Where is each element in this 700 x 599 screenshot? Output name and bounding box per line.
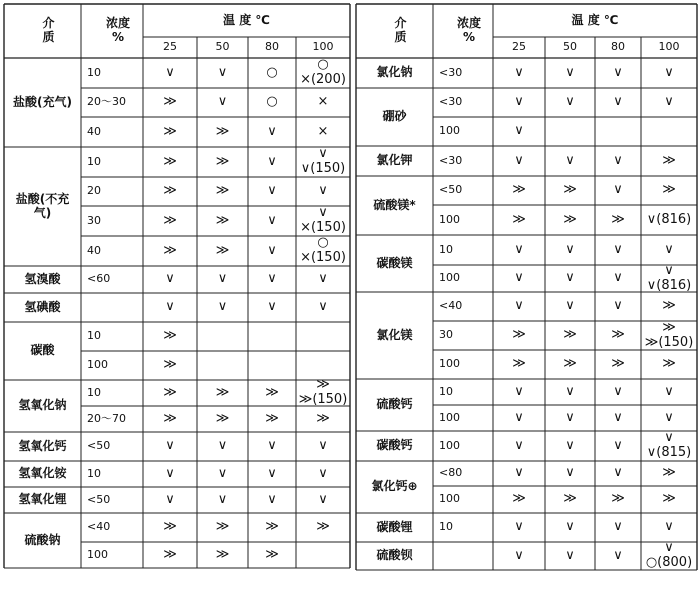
rating-cell: ≫ [163, 94, 177, 110]
medium-cell: 氯化镁 [376, 327, 413, 342]
rating-cell: ≫ [512, 211, 526, 227]
medium-cell: 氢氧化钙 [18, 438, 67, 453]
medium-cell: 氢碘酸 [24, 299, 61, 314]
rating-cell: ≫ ≫(150) [298, 377, 348, 407]
rating-cell: ≫ [265, 410, 279, 426]
rating-cell: ∨ [664, 409, 674, 425]
rating-cell: ∨ [664, 64, 674, 80]
concentration-cell: 100 [439, 357, 460, 371]
concentration-cell: 10 [87, 329, 101, 343]
rating-cell: ≫ [563, 211, 577, 227]
rating-cell: ∨ [613, 182, 623, 198]
concentration-cell: 30 [439, 328, 453, 342]
medium-cell: 碳酸镁 [376, 255, 413, 270]
medium-cell: 氯化钾 [376, 153, 413, 168]
temp-80: 80 [265, 40, 279, 54]
medium-cell: 氯化钠 [376, 65, 413, 80]
rating-cell [296, 351, 350, 380]
rating-cell: ≫ [163, 328, 177, 344]
rating-cell: ∨ [514, 94, 524, 110]
rating-cell: ≫ [163, 546, 177, 562]
concentration-cell: 10 [87, 466, 101, 480]
rating-cell [248, 351, 296, 380]
medium-cell: 硫酸钡 [376, 548, 413, 563]
rating-cell: ≫ [215, 410, 230, 426]
concentration-cell: 20～70 [87, 411, 126, 425]
rating-cell: ∨ [565, 152, 575, 168]
concentration-cell: 20～30 [87, 95, 126, 109]
rating-cell: ∨ [514, 409, 524, 425]
concentration-cell: <50 [87, 439, 111, 453]
concentration-cell: 10 [87, 65, 101, 79]
concentration-cell: 10 [439, 520, 453, 534]
concentration-cell: <80 [439, 466, 463, 480]
rating-cell: ≫ [316, 519, 330, 535]
rating-cell: ∨ [217, 271, 228, 287]
rating-cell: ≫ [163, 212, 177, 228]
concentration-cell [433, 542, 499, 570]
temp-100: 100 [312, 40, 334, 54]
rating-cell: ≫ [215, 384, 230, 400]
rating-cell: ∨ [514, 298, 524, 314]
concentration-cell: 10 [439, 242, 453, 256]
medium-header: 介 质 [42, 16, 55, 44]
temp-50: 50 [215, 40, 230, 54]
rating-cell: ∨ [514, 270, 524, 286]
medium-cell: 氢溴酸 [24, 271, 61, 286]
temp-25: 25 [512, 40, 526, 54]
rating-cell: ∨ [217, 491, 228, 507]
rating-cell: ∨ [318, 299, 328, 315]
rating-cell: ∨ [267, 491, 277, 507]
concentration-cell: <40 [87, 520, 111, 534]
rating-cell: ∨ [217, 64, 228, 80]
rating-cell: ≫ [163, 183, 177, 199]
rating-cell: ≫ [215, 183, 230, 199]
rating-cell: ≫ [662, 491, 676, 507]
concentration-header: 浓度 % [456, 16, 481, 44]
rating-cell [296, 542, 350, 568]
rating-cell: ∨ [267, 123, 277, 139]
rating-cell: ∨ [267, 242, 277, 258]
rating-cell: ≫ [163, 123, 177, 139]
rating-cell: ∨ [217, 438, 228, 454]
medium-cell: 碳酸 [30, 343, 55, 358]
concentration-cell: <50 [87, 492, 111, 506]
rating-cell: ○ [266, 94, 278, 110]
rating-cell: ≫ [215, 546, 230, 562]
medium-cell: 碳酸锂 [376, 519, 413, 534]
rating-cell: ∨ [565, 64, 575, 80]
rating-cell: ∨ [664, 94, 674, 110]
concentration-cell: 100 [439, 271, 460, 285]
rating-cell: ≫ [662, 465, 676, 481]
temp-25: 25 [163, 40, 177, 54]
rating-cell: ∨ [613, 383, 623, 399]
rating-cell: ∨ [318, 271, 328, 287]
rating-cell: ∨ [565, 465, 575, 481]
rating-cell: ≫ [662, 182, 676, 198]
concentration-header: 浓度 % [105, 16, 130, 44]
rating-cell: ≫ [662, 356, 676, 372]
rating-cell: ≫ [265, 519, 279, 535]
rating-cell [197, 351, 248, 380]
rating-cell: ∨ [613, 409, 623, 425]
rating-cell [641, 117, 697, 146]
rating-cell [248, 322, 296, 351]
rating-cell: ∨ [165, 491, 175, 507]
rating-cell: ∨ [565, 383, 575, 399]
rating-cell: ∨ [514, 465, 524, 481]
rating-cell: ∨ [613, 437, 623, 453]
rating-cell: ∨ [165, 465, 175, 481]
medium-cell: 氢氧化锂 [18, 492, 67, 507]
rating-cell: ≫ [563, 182, 577, 198]
rating-cell: ∨ [565, 409, 575, 425]
rating-cell: ∨ [565, 94, 575, 110]
rating-cell: × [317, 123, 329, 139]
rating-cell: ○ ×(150) [300, 235, 346, 265]
rating-cell: ≫ [563, 327, 577, 343]
rating-cell: ≫ [512, 182, 526, 198]
medium-cell: 氯化钙⊕ [371, 479, 418, 494]
rating-cell: ∨ [514, 152, 524, 168]
medium-cell: 硫酸钠 [24, 532, 61, 547]
concentration-cell: 100 [439, 212, 460, 226]
rating-cell: ≫ [163, 153, 177, 169]
concentration-cell: 100 [439, 438, 460, 452]
rating-cell: ≫ [163, 357, 177, 373]
rating-cell: ≫ [512, 356, 526, 372]
rating-cell [197, 322, 248, 351]
medium-cell: 碳酸钙 [376, 438, 413, 453]
rating-cell: ≫ [563, 491, 577, 507]
concentration-cell: <30 [439, 65, 463, 79]
rating-cell: ∨ [165, 438, 175, 454]
rating-cell: ∨ [165, 271, 175, 287]
rating-cell: ≫ [215, 153, 230, 169]
rating-cell: ∨ [267, 271, 277, 287]
rating-cell: ∨ ∨(150) [300, 146, 346, 176]
rating-cell: ∨ [514, 383, 524, 399]
rating-cell: ∨ [613, 270, 623, 286]
concentration-cell: 30 [87, 213, 101, 227]
concentration-cell: <30 [439, 153, 463, 167]
rating-cell: ≫ [163, 384, 177, 400]
medium-cell: 氢氧化钠 [18, 398, 67, 413]
concentration-cell: 10 [87, 385, 101, 399]
medium-cell: 盐酸(不充气) [15, 191, 70, 220]
rating-cell: ≫ [563, 356, 577, 372]
rating-cell: ∨(816) [646, 211, 692, 227]
medium-cell: 硫酸钙 [376, 397, 413, 412]
rating-cell: ≫ [265, 546, 279, 562]
rating-cell: ∨ [613, 465, 623, 481]
rating-cell: ∨ [664, 383, 674, 399]
rating-cell: ∨ ∨(815) [646, 430, 692, 460]
rating-cell: ∨ [514, 241, 524, 257]
rating-cell: ≫ [662, 152, 676, 168]
concentration-cell: <40 [439, 299, 463, 313]
temperature-header: 温 度 ℃ [223, 12, 270, 27]
rating-cell: ∨ [514, 437, 524, 453]
medium-cell: 氢氧化铵 [18, 466, 67, 481]
rating-cell: ∨ [267, 465, 277, 481]
rating-cell: ∨ [565, 437, 575, 453]
rating-cell: ∨ [565, 241, 575, 257]
rating-cell: ∨ [613, 152, 623, 168]
temperature-header: 温 度 ℃ [571, 12, 619, 27]
concentration-cell: 100 [439, 492, 460, 506]
concentration-cell: 10 [87, 154, 101, 168]
rating-cell: ∨ [267, 183, 277, 199]
rating-cell: ∨ [613, 94, 623, 110]
rating-cell: ≫ [611, 327, 625, 343]
rating-cell: × [317, 94, 329, 110]
rating-cell: ∨ [514, 547, 524, 563]
rating-cell: ∨ [267, 299, 277, 315]
rating-cell: ∨ [165, 299, 175, 315]
medium-cell: 盐酸(充气) [13, 94, 72, 109]
concentration-cell: <50 [439, 183, 463, 197]
medium-cell: 硫酸镁* [373, 197, 416, 212]
rating-cell: ∨ [514, 64, 524, 80]
concentration-cell: <30 [439, 95, 463, 109]
rating-cell: ≫ [611, 356, 625, 372]
medium-header: 介 质 [394, 16, 407, 44]
rating-cell: ∨ [267, 153, 277, 169]
rating-cell: ≫ [512, 491, 526, 507]
rating-cell: ≫ ≫(150) [644, 319, 694, 350]
rating-cell: ∨ [318, 183, 328, 199]
rating-cell: ≫ [215, 242, 230, 258]
rating-cell: ≫ [316, 410, 330, 426]
rating-cell: ∨ [165, 64, 175, 80]
rating-cell: ∨ [267, 438, 277, 454]
rating-cell: ∨ [318, 438, 328, 454]
rating-cell: ≫ [163, 519, 177, 535]
temp-100: 100 [658, 40, 680, 54]
rating-cell: ∨ [514, 123, 524, 139]
rating-cell: ∨ [217, 94, 228, 110]
rating-cell: ∨ ×(150) [300, 205, 346, 235]
rating-cell: ≫ [163, 410, 177, 426]
rating-cell: ○ ×(200) [300, 57, 346, 87]
rating-cell: ≫ [163, 242, 177, 258]
rating-cell: ∨ [318, 465, 328, 481]
rating-cell: ∨ ∨(816) [646, 262, 692, 293]
rating-cell: ∨ [664, 241, 674, 257]
rating-cell [545, 117, 595, 146]
rating-cell: ∨ ○(800) [645, 540, 693, 570]
concentration-cell: 40 [87, 243, 101, 257]
concentration-cell: 20 [87, 184, 101, 198]
rating-cell: ∨ [565, 270, 575, 286]
concentration-cell: 10 [439, 384, 453, 398]
rating-cell: ∨ [217, 299, 228, 315]
rating-cell: ∨ [565, 547, 575, 563]
rating-cell: ∨ [613, 64, 623, 80]
rating-cell: ≫ [215, 519, 230, 535]
rating-cell: ○ [266, 64, 278, 80]
rating-cell: ≫ [512, 327, 526, 343]
rating-cell: ∨ [613, 519, 623, 535]
concentration-cell: 40 [87, 124, 101, 138]
temp-80: 80 [611, 40, 625, 54]
concentration-cell: 100 [87, 358, 108, 372]
rating-cell: ≫ [611, 491, 625, 507]
medium-cell: 硼砂 [382, 109, 407, 124]
concentration-cell: 100 [439, 410, 460, 424]
rating-cell: ∨ [217, 465, 228, 481]
temp-50: 50 [563, 40, 577, 54]
concentration-cell: <60 [87, 272, 111, 286]
rating-cell: ≫ [265, 384, 279, 400]
rating-cell: ∨ [318, 491, 328, 507]
rating-cell [296, 322, 350, 351]
rating-cell [595, 117, 641, 146]
rating-cell: ∨ [613, 298, 623, 314]
rating-cell: ∨ [267, 212, 277, 228]
rating-cell: ∨ [664, 519, 674, 535]
rating-cell: ≫ [215, 212, 230, 228]
rating-cell: ∨ [565, 519, 575, 535]
rating-cell: ∨ [613, 547, 623, 563]
rating-cell: ∨ [514, 519, 524, 535]
concentration-cell: 100 [439, 124, 460, 138]
rating-cell: ∨ [613, 241, 623, 257]
rating-cell: ≫ [662, 298, 676, 314]
concentration-cell: 100 [87, 547, 108, 561]
rating-cell: ≫ [611, 211, 625, 227]
rating-cell: ≫ [215, 123, 230, 139]
concentration-cell [81, 293, 149, 322]
rating-cell: ∨ [565, 298, 575, 314]
